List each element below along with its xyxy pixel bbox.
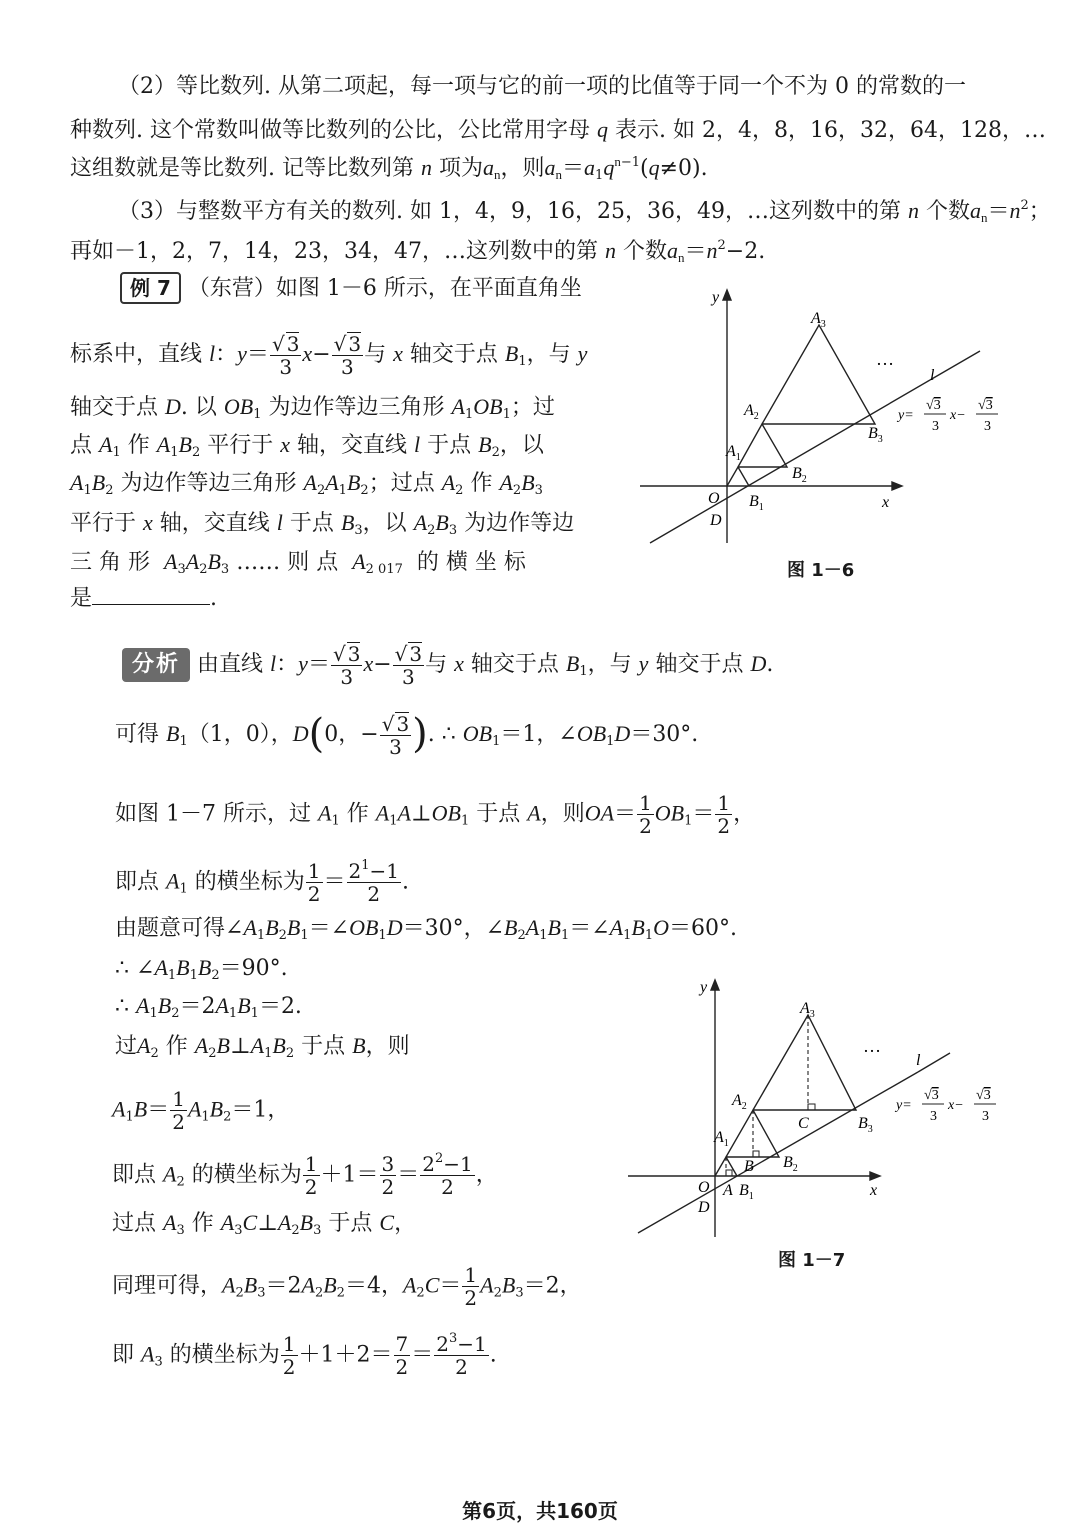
analysis-line-4: 即点 $A_1$ 的横坐标为 $\frac{1}{2}$ ＝ $\frac{2^1-1}{2}$ .	[115, 858, 410, 906]
analysis-line-13: 即 $A_3$ 的横坐标为 $\frac{1}{2}$ ＋1＋2＝ $\frac{7}{2}$ ＝ $\frac{2^3-1}{2}$ .	[112, 1331, 497, 1379]
example-line-2: 标系中，直线 l：y＝ $\frac{√ 3}{3}$ x− $\frac{√ 3}{3}$ 与 x 轴交于点 $B_1$，与 y	[70, 332, 588, 379]
answer-blank[interactable]	[92, 584, 210, 605]
analysis-line-2: 可得 $B_1(1$，0），D(0，− $\frac{√ 3}{3}$ ). ∴ $OB_1=1$，$\angle OB_1D=30^\circ$.	[115, 711, 699, 759]
svg-text:3: 3	[932, 419, 939, 434]
label-dots: …	[876, 349, 894, 369]
label-A2: $A_2$	[732, 1092, 747, 1112]
line-equation	[896, 398, 998, 434]
figure-1-7	[628, 975, 1018, 1245]
label-O: O	[708, 490, 720, 507]
analysis-tag: 分析	[122, 648, 190, 682]
figure-1-6-caption: 图 1－6	[787, 560, 855, 581]
svg-text:√3: √3	[976, 1088, 991, 1103]
label-C: C	[798, 1115, 809, 1132]
svg-text:y=: y=	[896, 1098, 912, 1113]
line-equation	[894, 1088, 996, 1124]
label-D: D	[698, 1199, 710, 1216]
label-A1: $A_1$	[714, 1129, 729, 1149]
x-axis-arrow	[870, 1172, 880, 1180]
analysis-line-1: 分析 由直线 l：y＝ $\frac{√ 3}{3}$ x− $\frac{√ 3}{3}$ 与 x 轴交于点 $B_1$，与 y 轴交于点 D.	[122, 642, 773, 688]
label-y: y	[712, 289, 720, 306]
rule-2-line-3: 这组数就是等比数列. 记等比数列第 n 项为$a_n$，则$a_n=a_1q^{n-1}(q\ne 0)$.	[70, 154, 708, 183]
rule-2-line-1: （2）等比数列. 从第二项起，每一项与它的前一项的比值等于同一个不为 0 的常数的一	[118, 74, 966, 99]
label-B2: $B_2$	[783, 1154, 798, 1174]
line-l	[638, 1072, 918, 1233]
analysis-line-9: $A_1B=$ $\frac{1}{2}$ $A_1B_2=1$，	[112, 1087, 290, 1134]
example-tag: 例 7	[120, 272, 181, 304]
example-line-8: 是 .	[70, 586, 218, 611]
analysis-line-10: 即点 $A_2$ 的横坐标为 $\frac{1}{2}$ ＋1＝ $\frac{3}{2}$ ＝ $\frac{2^2-1}{2}$ ，	[112, 1151, 498, 1199]
label-B2: $B_2$	[792, 465, 807, 485]
example-line-3: 轴交于点 D. 以 $OB_1$ 为边作等边三角形 $A_1OB_1$；过	[70, 394, 555, 422]
figure-1-7-caption: 图 1－7	[778, 1250, 846, 1271]
analysis-line-6: ∴ $\angle A_1B_1B_2=90^\circ$.	[115, 955, 288, 983]
svg-text:3: 3	[982, 1109, 989, 1124]
example-line-4: 点 $A_1$ 作 $A_1B_2$ 平行于 x 轴，交直线 l 于点 $B_2$，以	[70, 432, 544, 460]
example-line-1: 例 7 （东营）如图 1－6 所示，在平面直角坐	[120, 272, 582, 304]
triangle-3	[762, 325, 875, 424]
label-l: l	[930, 367, 935, 384]
rule-3-line-1: （3）与整数平方有关的数列. 如 1，4，9，16，25，36，49，…这列数中的第 n 个数$a_n=n^2$；	[118, 198, 1051, 225]
right-angle-C	[808, 1104, 815, 1110]
svg-text:3: 3	[984, 419, 991, 434]
triangle-1	[727, 467, 749, 486]
label-l: l	[916, 1052, 921, 1069]
label-B1: $B_1$	[739, 1182, 754, 1202]
example-line-6: 平行于 x 轴，交直线 l 于点 $B_3$，以 $A_2B_3$ 为边作等边	[70, 510, 575, 538]
svg-text:√3: √3	[978, 398, 993, 413]
label-B: B	[744, 1158, 754, 1175]
svg-text:y=: y=	[898, 408, 914, 423]
example-line-7: 三 角 形 $A_3A_2B_3$ …… 则 点 $A_{2 017}$ 的 横 坐 标	[70, 549, 526, 577]
label-A3: $A_3$	[800, 1000, 815, 1020]
label-x: x	[882, 494, 890, 511]
analysis-line-5: 由题意可得$\angle A_1B_2B_1=\angle OB_1D=30^\circ$，$\angle B_2A_1B_1=\angle A_1B_1O=60^\circ$.	[115, 915, 738, 943]
svg-text:x−: x−	[948, 1098, 964, 1113]
figure-1-6	[640, 285, 1020, 555]
label-A2: $A_2$	[744, 402, 759, 422]
analysis-line-12: 同理可得，$A_2B_3=2A_2B_2=4$，$A_2C=$ $\frac{1}{2}$ $A_2B_3=2$，	[112, 1263, 582, 1310]
label-y: y	[700, 979, 708, 996]
svg-text:x−: x−	[950, 408, 966, 423]
label-B3: $B_3$	[868, 425, 883, 445]
analysis-line-7: ∴ $A_1B_2=2A_1B_1=2$.	[115, 993, 302, 1021]
right-angle-B	[753, 1151, 759, 1157]
x-axis-arrow	[892, 482, 902, 490]
right-angle-A	[726, 1170, 732, 1176]
y-axis-arrow	[723, 290, 731, 300]
svg-text:3: 3	[930, 1109, 937, 1124]
line-l	[650, 380, 930, 543]
label-D: D	[710, 512, 722, 529]
svg-text:√3: √3	[924, 1088, 939, 1103]
label-B1: $B_1$	[749, 493, 764, 513]
page-footer: 第6页，共160页	[462, 1499, 618, 1523]
svg-text:√3: √3	[926, 398, 941, 413]
triangle-2	[738, 424, 787, 467]
example-line-5: $A_1B_2$ 为边作等边三角形 $A_2A_1B_2$；过点 $A_2$ 作 $A_2B_3$	[70, 470, 543, 498]
label-O: O	[698, 1179, 710, 1196]
label-A1: $A_1$	[726, 443, 741, 463]
label-dots: …	[863, 1036, 881, 1056]
y-axis-arrow	[711, 980, 719, 990]
label-A: A	[723, 1182, 733, 1199]
label-B3: $B_3$	[858, 1115, 873, 1135]
analysis-line-8: 过$A_2$ 作 $A_2B\perp A_1B_2$ 于点 B，则	[115, 1033, 410, 1061]
label-x: x	[870, 1182, 878, 1199]
label-A3: $A_3$	[811, 310, 826, 330]
rule-3-line-2: 再如－1，2，7，14，23，34，47，…这列数中的第 n 个数$a_n=n^2-2$.	[70, 238, 766, 265]
analysis-line-11: 过点 $A_3$ 作 $A_3C\perp A_2B_3$ 于点 C，	[112, 1210, 417, 1238]
analysis-line-3: 如图 1－7 所示，过 $A_1$ 作 $A_1A\perp OB_1$ 于点 A，则OA＝ $\frac{1}{2}$ $OB_1=$ $\frac{1}{2}$ ，	[115, 791, 756, 838]
triangle-3	[753, 1015, 856, 1110]
rule-2-line-2: 种数列. 这个常数叫做等比数列的公比，公比常用字母 q 表示. 如 2，4，8，16，32，64，128，…	[70, 117, 1046, 143]
